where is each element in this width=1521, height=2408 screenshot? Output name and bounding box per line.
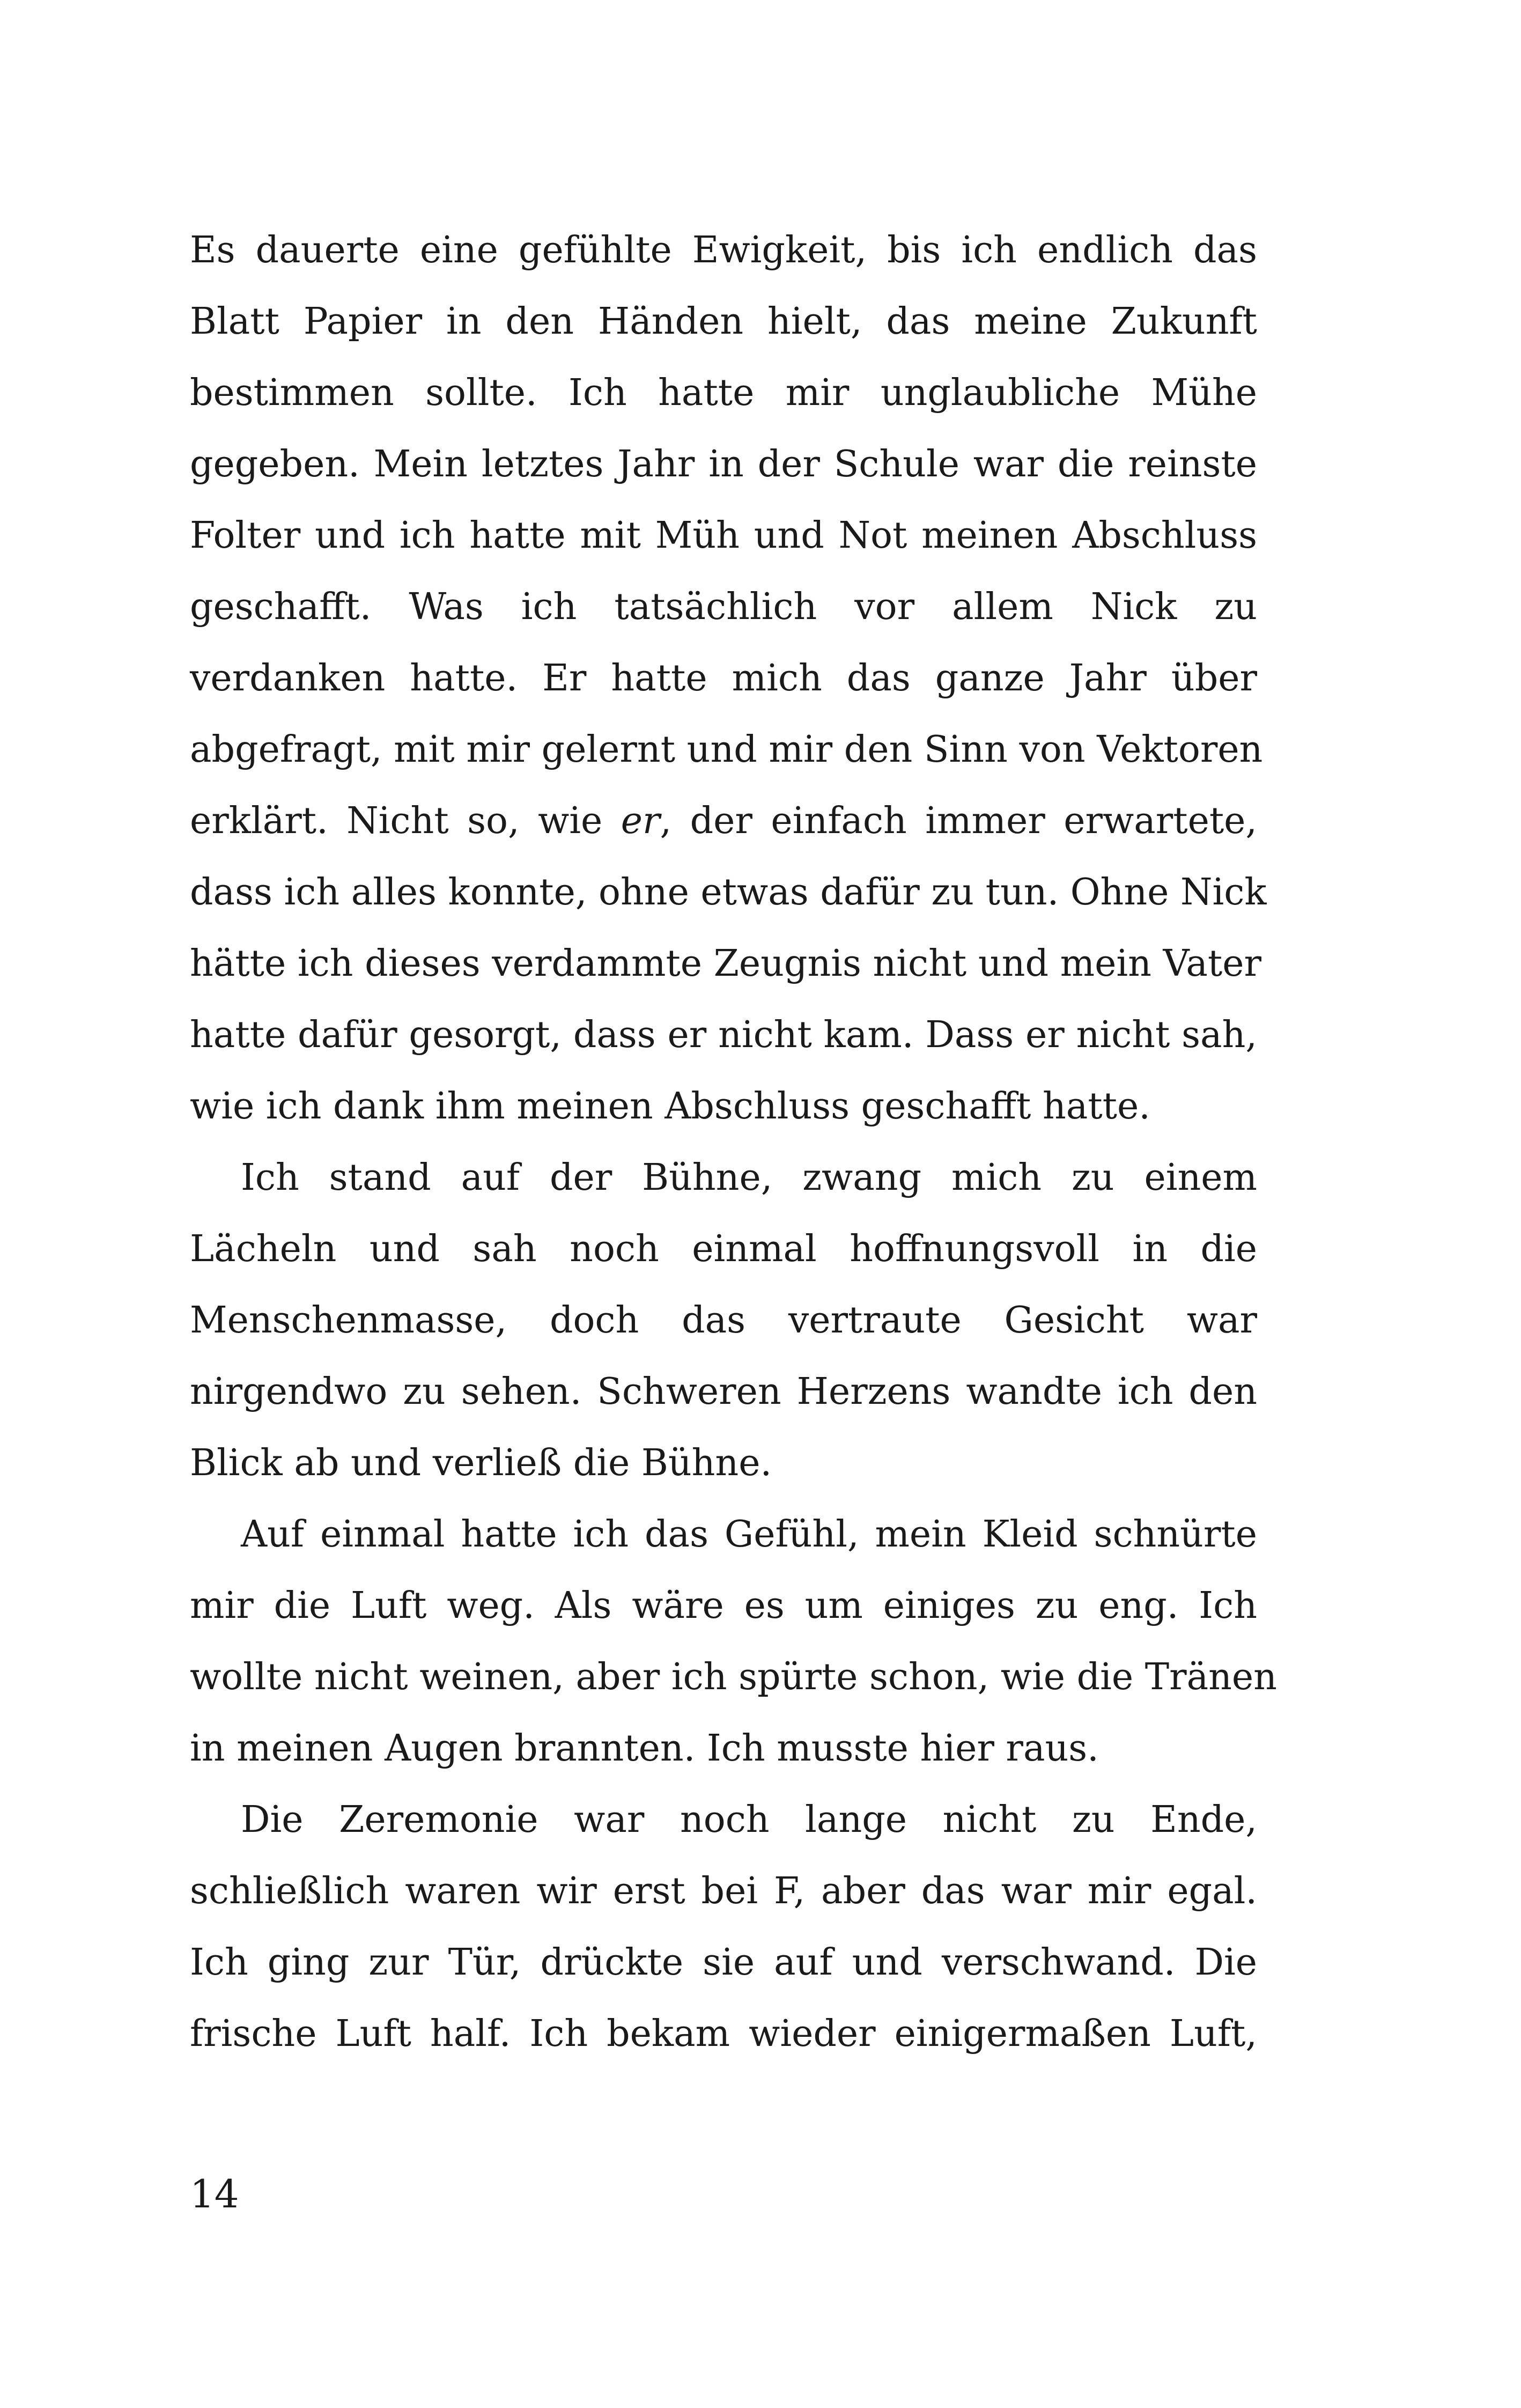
text-line: Es dauerte eine gefühlte Ewigkeit, bis ich endlich das <box>190 229 1257 271</box>
text-line: wie ich dank ihm meinen Abschluss geschafft hatte. <box>190 1085 1150 1128</box>
text-segment: erklärt. Nicht so, wie <box>190 800 621 842</box>
text-line: bestimmen sollte. Ich hatte mir unglaubliche Mühe <box>190 372 1257 414</box>
text-line: hatte dafür gesorgt, dass er nicht kam. Dass er nicht sah, <box>190 1014 1257 1056</box>
text-line: hätte ich dieses verdammte Zeugnis nicht und mein Vater <box>190 942 1261 985</box>
text-line: Auf einmal hatte ich das Gefühl, mein Kleid schnürte <box>241 1513 1257 1556</box>
text-line: geschafft. Was ich tatsächlich vor allem Nick zu <box>190 586 1257 628</box>
text-line: Ich stand auf der Bühne, zwang mich zu einem <box>241 1157 1257 1199</box>
text-line: dass ich alles konnte, ohne etwas dafür zu tun. Ohne Nick <box>190 871 1267 914</box>
text-line: frische Luft half. Ich bekam wieder einigermaßen Luft, <box>190 2013 1257 2055</box>
text-line: verdanken hatte. Er hatte mich das ganze Jahr über <box>190 657 1257 699</box>
text-line: nirgendwo zu sehen. Schweren Herzens wandte ich den <box>190 1371 1257 1413</box>
paragraph-1 <box>190 215 1267 1142</box>
text-line: Folter und ich hatte mit Müh und Not meinen Abschluss <box>190 514 1257 557</box>
page-number: 14 <box>190 2171 239 2216</box>
paragraph-3 <box>190 1499 1277 1784</box>
text-line: abgefragt, mit mir gelernt und mir den Sinn von Vektoren <box>190 728 1263 771</box>
text-line: Menschenmasse, doch das vertraute Gesicht war <box>190 1299 1257 1342</box>
text-line: Ich ging zur Tür, drückte sie auf und verschwand. Die <box>190 1941 1257 1984</box>
emphasized-word: er <box>621 800 660 842</box>
text-line: Blatt Papier in den Händen hielt, das meine Zukunft <box>190 300 1257 343</box>
text-segment: , der einfach immer erwartete, <box>660 800 1257 842</box>
text-line: Die Zeremonie war noch lange nicht zu Ende, <box>241 1799 1257 1841</box>
text-line: in meinen Augen brannten. Ich musste hier raus. <box>190 1727 1099 1770</box>
paragraph-4 <box>190 1784 1257 2070</box>
text-line: wollte nicht weinen, aber ich spürte schon, wie die Tränen <box>190 1656 1277 1698</box>
text-line: Lächeln und sah noch einmal hoffnungsvoll in die <box>190 1228 1257 1270</box>
text-line: mir die Luft weg. Als wäre es um einiges zu eng. Ich <box>190 1585 1257 1627</box>
body-text <box>190 215 1277 2070</box>
text-line: schließlich waren wir erst bei F, aber das war mir egal. <box>190 1870 1257 1912</box>
text-line: gegeben. Mein letztes Jahr in der Schule war die reinste <box>190 443 1257 485</box>
text-line <box>190 785 1257 857</box>
text-line: Blick ab und verließ die Bühne. <box>190 1442 772 1484</box>
paragraph-2 <box>190 1142 1257 1499</box>
